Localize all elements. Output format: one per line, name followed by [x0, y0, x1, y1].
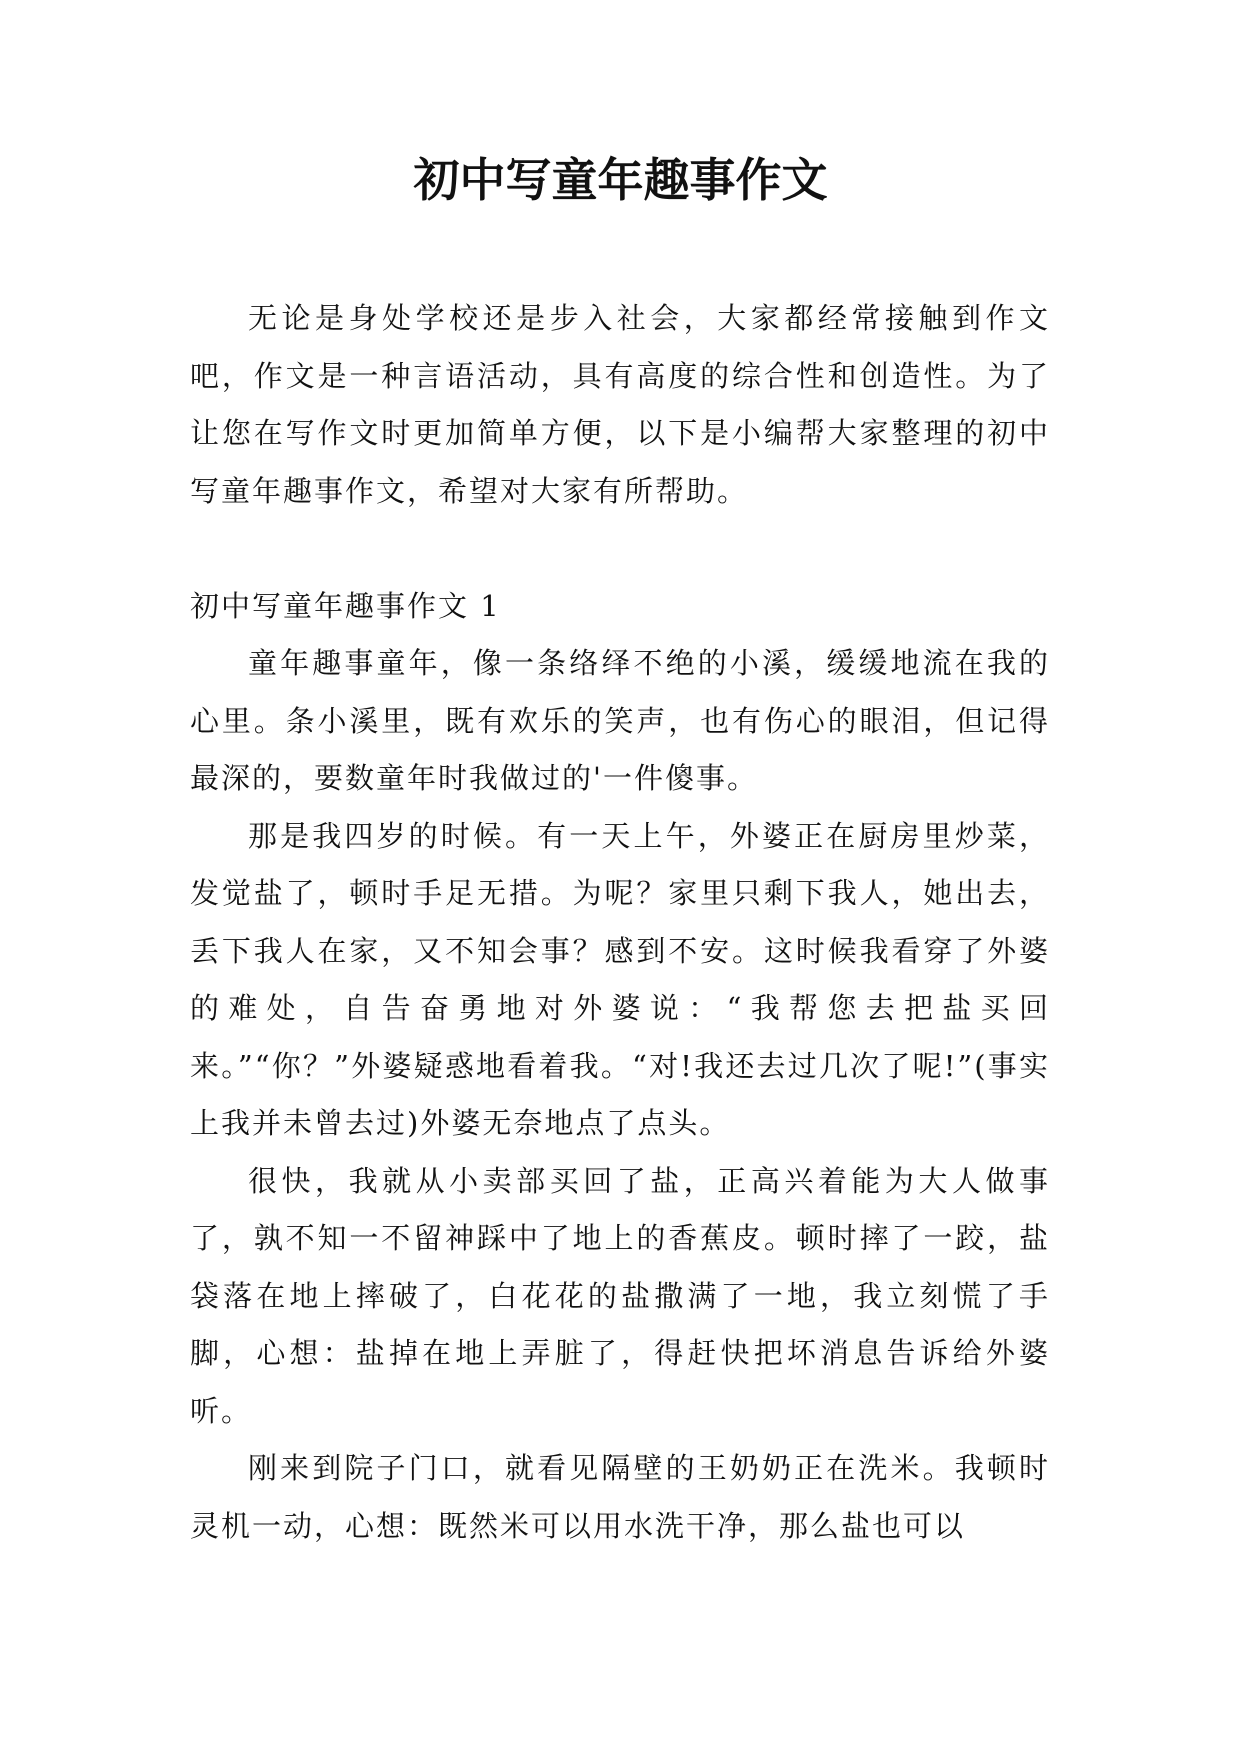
- story-paragraph-2: 那是我四岁的时候。有一天上午，外婆正在厨房里炒菜，发觉盐了，顿时手足无措。为呢？家里只剩下我人，她出去，丢下我人在家，又不知会事？感到不安。这时候我看穿了外婆的难处，自告奋勇地对外婆说：“我帮您去把盐买回来。”“你？”外婆疑惑地看着我。“对!我还去过几次了呢!”(事实上我并未曾去过)外婆无奈地点了点头。: [190, 818, 1050, 1140]
- document-title: 初中写童年趣事作文: [413, 153, 828, 207]
- section-heading: 初中写童年趣事作文 1: [190, 589, 501, 623]
- story-paragraph-1: 童年趣事童年，像一条络绎不绝的小溪，缓缓地流在我的心里。条小溪里，既有欢乐的笑声，也有伤心的眼泪，但记得最深的，要数童年时我做过的'一件傻事。: [190, 646, 1050, 795]
- story-block: [190, 635, 1050, 1555]
- story-paragraph-4: 刚来到院子门口，就看见隔壁的王奶奶正在洗米。我顿时灵机一动，心想：既然米可以用水洗干净，那么盐也可以: [190, 1451, 1050, 1543]
- intro-block: [190, 290, 1050, 520]
- story-paragraph-3: 很快，我就从小卖部买回了盐，正高兴着能为大人做事了，孰不知一不留神踩中了地上的香蕉皮。顿时摔了一跤，盐袋落在地上摔破了，白花花的盐撒满了一地，我立刻慌了手脚，心想：盐掉在地上弄脏了，得赶快把坏消息告诉给外婆听。: [190, 1163, 1050, 1428]
- intro-paragraph: 无论是身处学校还是步入社会，大家都经常接触到作文吧，作文是一种言语活动，具有高度的综合性和创造性。为了让您在写作文时更加简单方便，以下是小编帮大家整理的初中写童年趣事作文，希望对大家有所帮助。: [190, 301, 1050, 508]
